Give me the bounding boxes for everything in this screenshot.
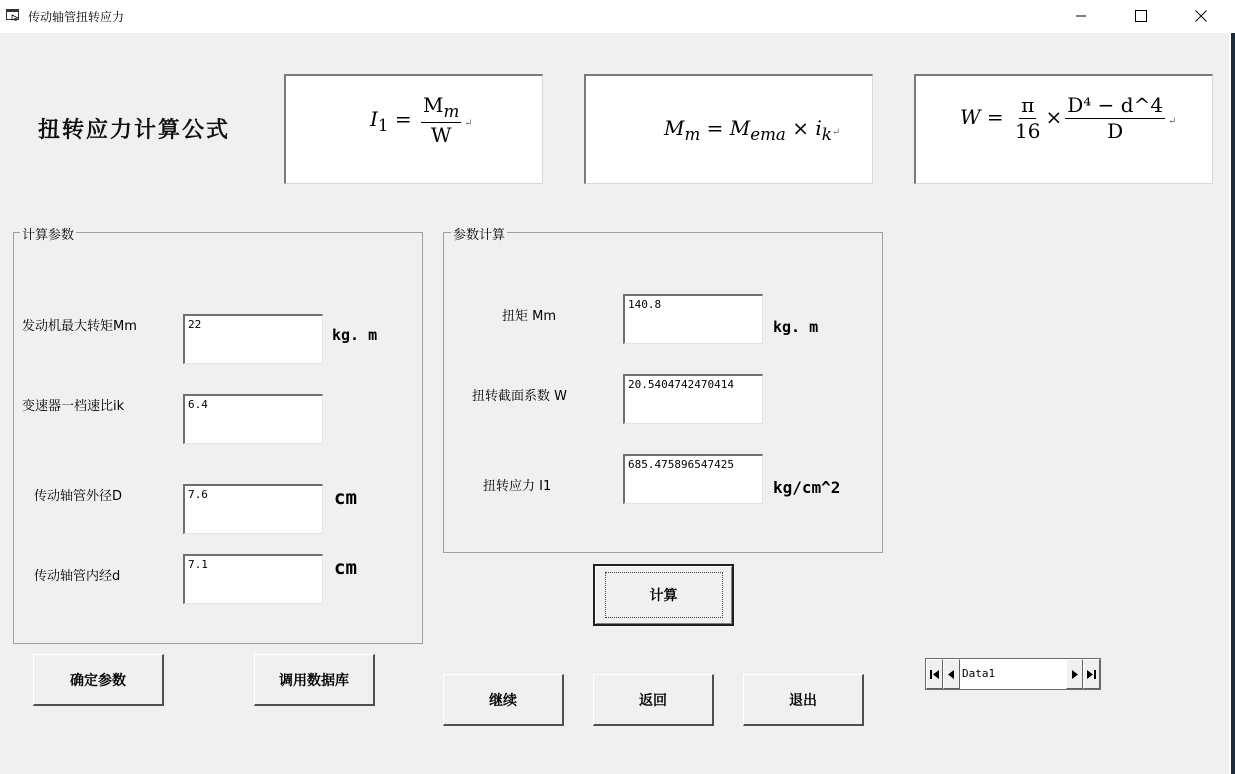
data-control-caption: Data1 [962,667,996,680]
params-group-legend: 计算参数 [20,224,76,243]
next-record-button[interactable] [1066,659,1083,689]
engine-torque-input[interactable]: 22 [183,314,323,364]
load-database-button[interactable]: 调用数据库 [254,654,375,706]
gear-ratio-input[interactable]: 6.4 [183,394,323,444]
formula-box-torque [584,74,873,184]
torsional-stress-field[interactable]: 685.475896547425 [623,454,763,504]
inner-diameter-label: 传动轴管内经d [34,569,121,584]
last-record-button[interactable] [1083,659,1100,689]
maximize-button[interactable] [1118,0,1164,32]
torsional-stress-label: 扭转应力 I1 [483,479,552,494]
first-record-button[interactable] [926,659,943,689]
engine-torque-unit: kg. m [332,326,378,344]
confirm-params-button[interactable]: 确定参数 [33,654,164,706]
torque-result-unit: kg. m [773,318,819,336]
torque-result-label: 扭矩 Mm [502,309,557,324]
section-modulus-field[interactable]: 20.5404742470414 [623,374,763,424]
calc-group-legend: 参数计算 [451,224,507,243]
continue-button[interactable]: 继续 [443,674,564,726]
background-edge [1231,33,1235,774]
first-record-icon [929,669,940,680]
torsional-stress-unit: kg/cm^2 [773,478,841,497]
calculate-button[interactable] [593,564,734,626]
next-record-icon [1069,669,1080,680]
back-button[interactable]: 返回 [593,674,714,726]
maximize-icon [1135,10,1147,22]
close-icon [1195,10,1207,22]
app-icon [6,9,20,21]
previous-record-button[interactable] [943,659,960,689]
previous-record-icon [946,669,957,680]
exit-button[interactable]: 退出 [743,674,864,726]
inner-diameter-input[interactable]: 7.1 [183,554,323,604]
outer-diameter-label: 传动轴管外径D [34,489,123,504]
calculate-button-label: 计算 [605,572,723,618]
inner-diameter-unit: cm [334,557,357,579]
engine-torque-label: 发动机最大转矩Mm [22,319,137,334]
formula-section-modulus: W = $\frac{\pi}{16}$ × $\frac{\text{D⁴ − d\textasciicircum{}4}}{D}$ ↵ [960,93,1177,143]
last-record-icon [1086,669,1097,680]
minimize-icon [1075,10,1087,22]
formula-stress: $I_1$ = $\frac{M_m}{W}$ ↵ [370,93,473,148]
formula-box-section-modulus [914,74,1213,184]
outer-diameter-unit: cm [334,487,357,509]
window-title: 传动轴管扭转应力 [28,10,125,24]
close-button[interactable] [1178,0,1224,32]
section-modulus-label: 扭转截面系数 W [472,389,567,404]
formula-torque: $M_m = M_{ema}$ × $i_k↵$ [664,116,841,144]
title-bar [0,0,1229,33]
outer-diameter-input[interactable]: 7.6 [183,484,323,534]
formula-heading: 扭转应力计算公式 [38,117,231,143]
torque-result-field[interactable]: 140.8 [623,294,763,344]
minimize-button[interactable] [1058,0,1104,32]
formula-box-stress [284,74,543,184]
data-control [925,658,1101,690]
gear-ratio-label: 变速器一档速比ik [22,399,125,414]
